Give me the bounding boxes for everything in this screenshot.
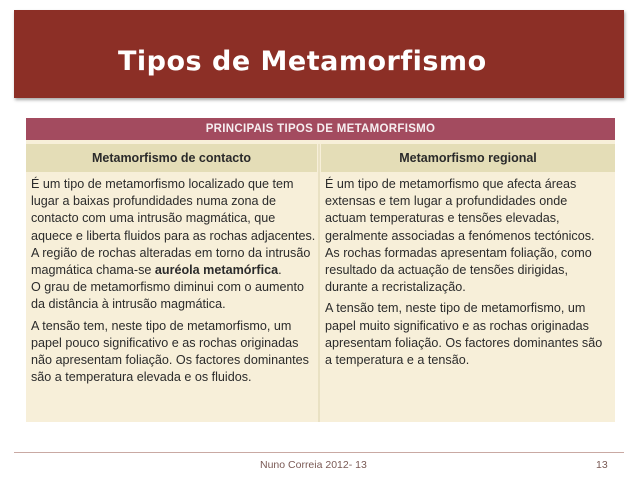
text-line: são a temperatura elevada e os fluidos. xyxy=(31,370,252,385)
text-line: É um tipo de metamorfismo que afecta áreas xyxy=(325,177,577,191)
text-line: a temperatura e a tensão. xyxy=(325,353,470,368)
text-line: resultado da actuação de tensões dirigidas, xyxy=(325,263,568,278)
text-line: geralmente associadas a fenómenos tectónicos. xyxy=(325,228,595,243)
text-line: durante a recristalização. xyxy=(325,280,466,295)
text-line: papel muito significativo e as rochas originadas xyxy=(325,318,589,333)
text-fragment: . xyxy=(278,263,282,278)
text-line: contacto com uma intrusão magmática, que xyxy=(31,211,276,226)
column-divider xyxy=(318,144,320,422)
page-number: 13 xyxy=(596,459,608,471)
footer-author: Nuno Correia 2012- 13 xyxy=(260,459,367,471)
text-line: lugar a baixas profundidades numa zona de xyxy=(31,194,277,209)
text-line: As rochas formadas apresentam foliação, como xyxy=(325,245,592,260)
text-line: extensas e tem lugar a profundidades onde xyxy=(325,194,568,209)
regional-heading: Metamorfismo regional xyxy=(321,144,615,172)
contact-heading: Metamorfismo de contacto xyxy=(26,144,317,172)
contact-description xyxy=(31,176,315,386)
footer-divider xyxy=(14,452,624,453)
bold-term: auréola metamórfica xyxy=(154,263,279,278)
table-header: PRINCIPAIS TIPOS DE METAMORFISMO xyxy=(26,118,615,140)
text-line: apresentam foliação. Os factores dominantes são xyxy=(325,335,603,350)
text-line: actuam temperaturas e tensões elevadas, xyxy=(325,211,560,226)
text-line: O grau de metamorfismo diminui com o aumento xyxy=(31,280,304,295)
text-line: A tensão tem, neste tipo de metamorfismo, um xyxy=(31,318,292,333)
slide-title: Tipos de Metamorfismo xyxy=(118,46,487,77)
text-line: não apresentam foliação. Os factores dominantes xyxy=(31,353,309,368)
title-bar xyxy=(14,10,624,98)
metamorphism-table xyxy=(26,118,615,422)
text-line: da distância à intrusão magmática. xyxy=(31,297,226,312)
regional-description xyxy=(325,176,613,369)
text-line: papel pouco significativo e as rochas originadas xyxy=(31,335,299,350)
text-line: A região de rochas alteradas em torno da intrusão xyxy=(31,245,311,260)
text-line: A tensão tem, neste tipo de metamorfismo, um xyxy=(325,301,586,316)
text-line-with-term xyxy=(31,262,315,279)
text-fragment: magmática chama-se xyxy=(31,263,155,278)
text-line: É um tipo de metamorfismo localizado que tem xyxy=(31,177,294,191)
text-line: aquece e liberta fluidos para as rochas adjacentes. xyxy=(31,228,316,243)
